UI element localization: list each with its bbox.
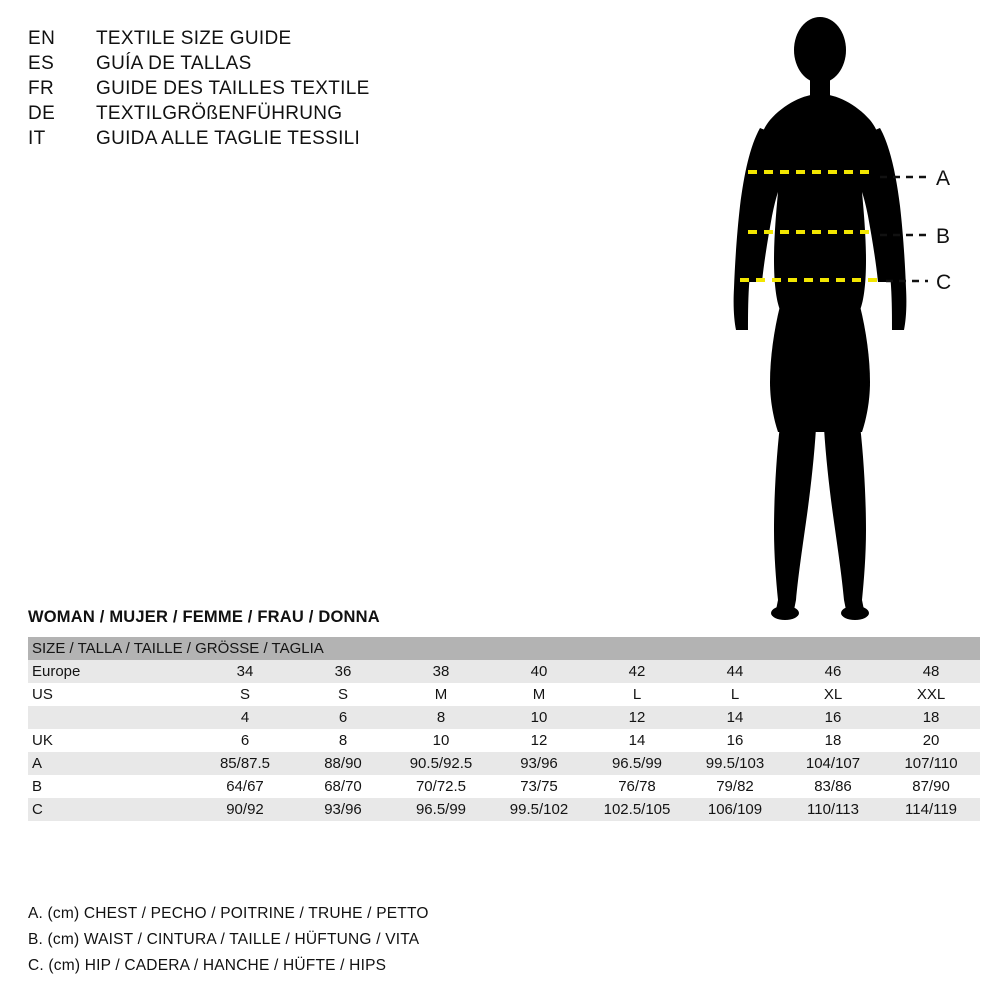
table-cell: 73/75 (490, 775, 588, 798)
table-cell: 110/113 (784, 798, 882, 821)
row-label (28, 706, 196, 729)
table-cell: M (392, 683, 490, 706)
table-cell: 83/86 (784, 775, 882, 798)
language-title: TEXTILE SIZE GUIDE (96, 28, 292, 49)
table-cell: 8 (392, 706, 490, 729)
table-header-row (28, 637, 980, 660)
language-row (28, 103, 448, 125)
table-cell: 40 (490, 660, 588, 683)
table-cell: 16 (784, 706, 882, 729)
table-row (28, 752, 980, 775)
row-label: C (28, 798, 196, 821)
table-row (28, 706, 980, 729)
table-cell: M (490, 683, 588, 706)
table-cell: 85/87.5 (196, 752, 294, 775)
table-cell: 64/67 (196, 775, 294, 798)
table-row (28, 660, 980, 683)
table-cell: 93/96 (294, 798, 392, 821)
table-cell: 114/119 (882, 798, 980, 821)
table-cell: XXL (882, 683, 980, 706)
table-cell: 96.5/99 (392, 798, 490, 821)
table-cell: L (686, 683, 784, 706)
table-cell: 46 (784, 660, 882, 683)
table-cell: 14 (686, 706, 784, 729)
table-header-label: SIZE / TALLA / TAILLE / GRÖSSE / TAGLIA (28, 637, 980, 660)
table-cell: 42 (588, 660, 686, 683)
table-cell: 44 (686, 660, 784, 683)
table-cell: 38 (392, 660, 490, 683)
table-cell: 99.5/102 (490, 798, 588, 821)
table-cell: 10 (392, 729, 490, 752)
language-row (28, 28, 448, 50)
table-cell: 14 (588, 729, 686, 752)
table-cell: 99.5/103 (686, 752, 784, 775)
table-row (28, 729, 980, 752)
language-title-block (28, 28, 448, 153)
language-code: IT (28, 128, 46, 149)
row-label: US (28, 683, 196, 706)
female-body-silhouette-icon (700, 10, 1000, 630)
table-cell: 90.5/92.5 (392, 752, 490, 775)
language-row (28, 128, 448, 150)
language-code: FR (28, 78, 55, 99)
table-cell: 20 (882, 729, 980, 752)
row-label: Europe (28, 660, 196, 683)
table-cell: S (294, 683, 392, 706)
body-measurement-figure (700, 10, 1000, 630)
table-cell: 8 (294, 729, 392, 752)
table-group-title: WOMAN / MUJER / FEMME / FRAU / DONNA (28, 608, 380, 626)
table-cell: 34 (196, 660, 294, 683)
row-label: B (28, 775, 196, 798)
language-row (28, 78, 448, 100)
table-cell: 96.5/99 (588, 752, 686, 775)
table-cell: 18 (784, 729, 882, 752)
language-code: ES (28, 53, 55, 74)
table-cell: 48 (882, 660, 980, 683)
language-code: DE (28, 103, 56, 124)
size-table (28, 637, 980, 821)
table-cell: 87/90 (882, 775, 980, 798)
measure-label-c: C (936, 271, 952, 294)
table-cell: 68/70 (294, 775, 392, 798)
table-cell: 88/90 (294, 752, 392, 775)
language-title: TEXTILGRÖßENFÜHRUNG (96, 103, 343, 124)
row-label: A (28, 752, 196, 775)
row-label: UK (28, 729, 196, 752)
table-cell: XL (784, 683, 882, 706)
language-title: GUÍA DE TALLAS (96, 53, 252, 74)
table-cell: 104/107 (784, 752, 882, 775)
table-cell: 6 (294, 706, 392, 729)
table-cell: S (196, 683, 294, 706)
language-row (28, 53, 448, 75)
measure-label-b: B (936, 225, 951, 248)
table-row (28, 775, 980, 798)
measurement-legend (28, 905, 728, 983)
language-title: GUIDA ALLE TAGLIE TESSILI (96, 128, 361, 149)
table-cell: 102.5/105 (588, 798, 686, 821)
size-table-section (28, 608, 980, 821)
table-row (28, 683, 980, 706)
table-cell: 12 (490, 729, 588, 752)
table-cell: 12 (588, 706, 686, 729)
table-cell: 107/110 (882, 752, 980, 775)
table-cell: 93/96 (490, 752, 588, 775)
legend-line-a: A. (cm) CHEST / PECHO / POITRINE / TRUHE / PETTO (28, 905, 429, 922)
table-cell: 106/109 (686, 798, 784, 821)
table-cell: 90/92 (196, 798, 294, 821)
legend-line-c: C. (cm) HIP / CADERA / HANCHE / HÜFTE / HIPS (28, 957, 387, 974)
table-cell: 70/72.5 (392, 775, 490, 798)
table-cell: 4 (196, 706, 294, 729)
language-title: GUIDE DES TAILLES TEXTILE (96, 78, 370, 99)
table-cell: 16 (686, 729, 784, 752)
table-cell: 10 (490, 706, 588, 729)
legend-line-b: B. (cm) WAIST / CINTURA / TAILLE / HÜFTUNG / VITA (28, 931, 420, 948)
table-cell: 76/78 (588, 775, 686, 798)
table-cell: 79/82 (686, 775, 784, 798)
table-cell: 36 (294, 660, 392, 683)
language-code: EN (28, 28, 56, 49)
table-cell: L (588, 683, 686, 706)
table-cell: 6 (196, 729, 294, 752)
table-cell: 18 (882, 706, 980, 729)
table-row (28, 798, 980, 821)
measure-label-a: A (936, 167, 951, 190)
